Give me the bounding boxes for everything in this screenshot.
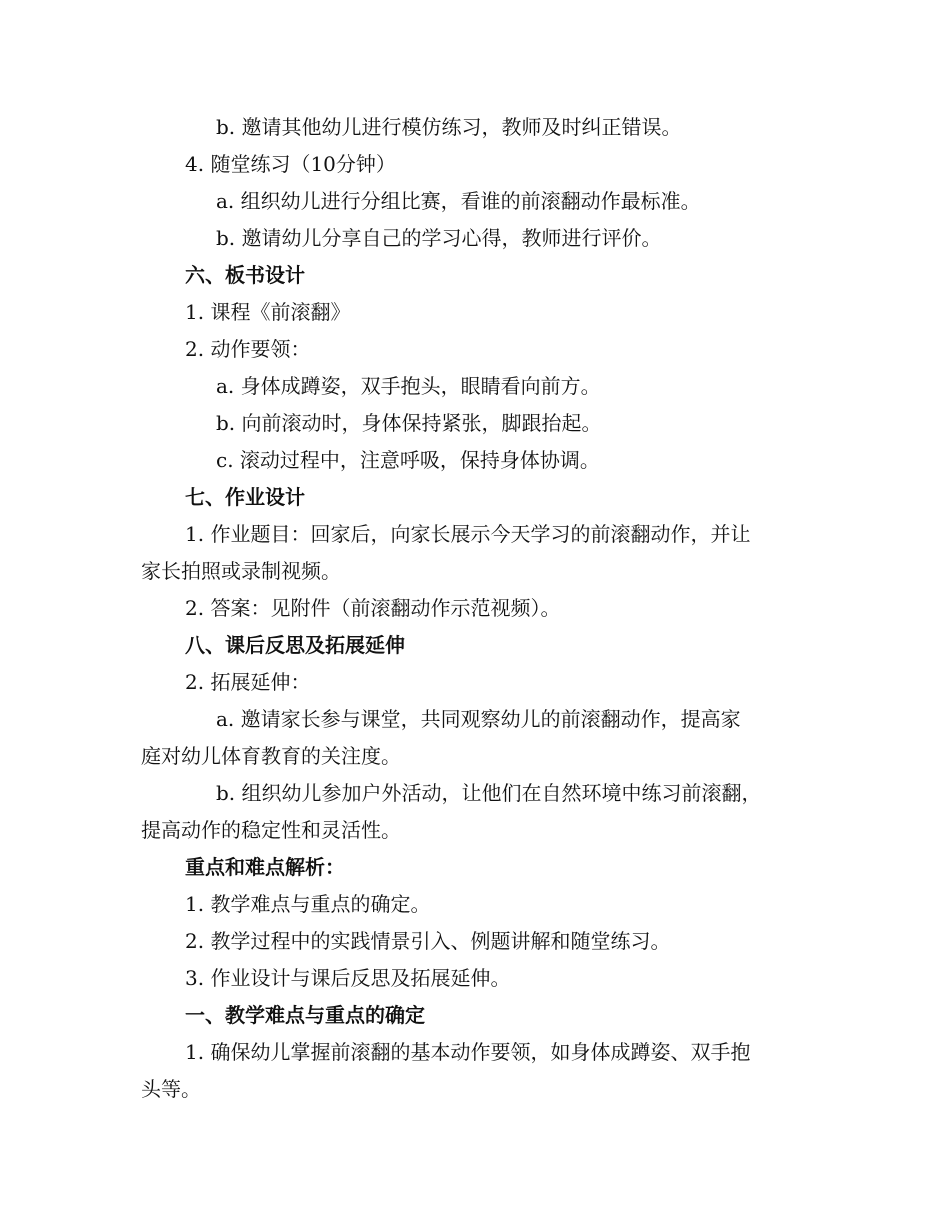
paragraph-line: 提高动作的稳定性和灵活性。 bbox=[141, 818, 401, 842]
section-heading: 七、作业设计 bbox=[185, 485, 305, 509]
list-item-2: 2. 动作要领： bbox=[185, 337, 311, 361]
paragraph-line: b. 组织幼儿参加户外活动，让他们在自然环境中练习前滚翻， bbox=[216, 781, 762, 805]
paragraph-line: 家长拍照或录制视频。 bbox=[141, 559, 341, 583]
paragraph-line: 1. 确保幼儿掌握前滚翻的基本动作要领，如身体成蹲姿、双手抱 bbox=[185, 1040, 751, 1064]
list-item-3: 3. 作业设计与课后反思及拓展延伸。 bbox=[185, 966, 511, 990]
list-item-b: b. 邀请其他幼儿进行模仿练习，教师及时纠正错误。 bbox=[216, 115, 682, 139]
paragraph-line: 1. 作业题目：回家后，向家长展示今天学习的前滚翻动作，并让 bbox=[185, 522, 751, 546]
list-item-a: a. 身体成蹲姿，双手抱头，眼睛看向前方。 bbox=[216, 374, 601, 398]
paragraph-line: 头等。 bbox=[141, 1077, 201, 1101]
paragraph-line: a. 邀请家长参与课堂，共同观察幼儿的前滚翻动作，提高家 bbox=[216, 707, 741, 731]
list-item-b: b. 邀请幼儿分享自己的学习心得，教师进行评价。 bbox=[216, 226, 662, 250]
list-item-2: 2. 拓展延伸： bbox=[185, 670, 311, 694]
list-item-1: 1. 课程《前滚翻》 bbox=[185, 300, 351, 324]
list-item-2: 2. 答案：见附件（前滚翻动作示范视频）。 bbox=[185, 596, 561, 620]
list-item-4: 4. 随堂练习（10分钟） bbox=[185, 152, 396, 176]
section-heading: 重点和难点解析： bbox=[185, 855, 345, 879]
list-item-2: 2. 教学过程中的实践情景引入、例题讲解和随堂练习。 bbox=[185, 929, 671, 953]
paragraph-line: 庭对幼儿体育教育的关注度。 bbox=[141, 744, 401, 768]
section-heading: 八、课后反思及拓展延伸 bbox=[185, 633, 405, 657]
list-item-1: 1. 教学难点与重点的确定。 bbox=[185, 892, 431, 916]
section-heading: 六、板书设计 bbox=[185, 263, 305, 287]
list-item-a: a. 组织幼儿进行分组比赛，看谁的前滚翻动作最标准。 bbox=[216, 189, 701, 213]
list-item-b: b. 向前滚动时，身体保持紧张，脚跟抬起。 bbox=[216, 411, 602, 435]
section-heading: 一、教学难点与重点的确定 bbox=[185, 1003, 425, 1027]
list-item-c: c. 滚动过程中，注意呼吸，保持身体协调。 bbox=[216, 448, 600, 472]
